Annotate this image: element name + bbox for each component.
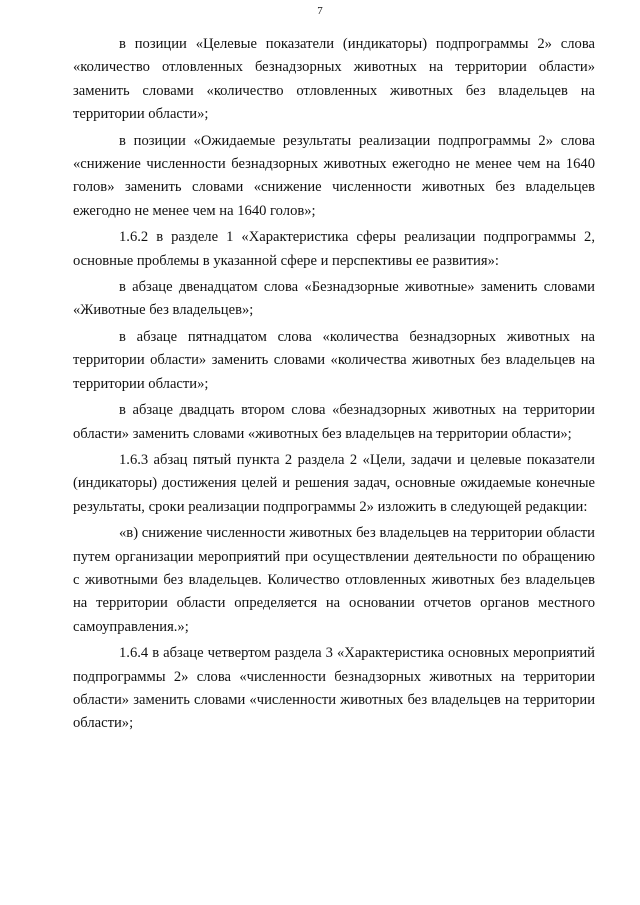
paragraph-1-6-2: 1.6.2 в разделе 1 «Характеристика сферы реализации подпрограммы 2, основные проблемы в указанной сфере и перспективы ее развития»:	[73, 229, 595, 269]
paragraph-twenty-second-abzac: в абзаце двадцать втором слова «безнадзорных животных на территории области» заменить словами «животных без владельцев на территории области»;	[73, 402, 595, 442]
paragraph-target-indicators: в позиции «Целевые показатели (индикаторы) подпрограммы 2» слова «количество отловленных безнадзорных животных на территории области» заменить словами «количество отловленных животных без владельцев на территории области»;	[73, 36, 595, 123]
paragraph-expected-results: в позиции «Ожидаемые результаты реализации подпрограммы 2» слова «снижение численности безнадзорных животных ежегодно не менее чем на 1640 голов» заменить словами «снижение численности животных без владельцев ежегодно не менее чем на 1640 голов»;	[73, 132, 595, 219]
paragraph-1-6-4: 1.6.4 в абзаце четвертом раздела 3 «Характеристика основных мероприятий подпрограммы 2» слова «численности безнадзорных животных на территории области» заменить словами «численности животных без владельцев на территории области»;	[73, 645, 595, 732]
paragraph-twelfth-abzac: в абзаце двенадцатом слова «Безнадзорные животные» заменить словами «Животные без владельцев»;	[73, 279, 595, 319]
paragraph-1-6-3: 1.6.3 абзац пятый пункта 2 раздела 2 «Цели, задачи и целевые показатели (индикаторы) достижения целей и решения задач, основные ожидаемые конечные результаты, сроки реализации подпрограммы 2» изложить в следующей редакции:	[73, 451, 595, 515]
paragraph-fifteenth-abzac: в абзаце пятнадцатом слова «количества безнадзорных животных на территории области» заменить словами «количества животных без владельцев на территории области»;	[73, 328, 595, 392]
paragraph-new-edition: «в) снижение численности животных без владельцев на территории области путем организации мероприятий при осуществлении деятельности по обращению с животными без владельцев. Количество отловленных животных без владельцев на территории области определяется на основании отчетов органов местного самоуправления.»;	[73, 525, 595, 635]
page-number: 7	[317, 5, 323, 17]
document-body	[73, 33, 595, 736]
